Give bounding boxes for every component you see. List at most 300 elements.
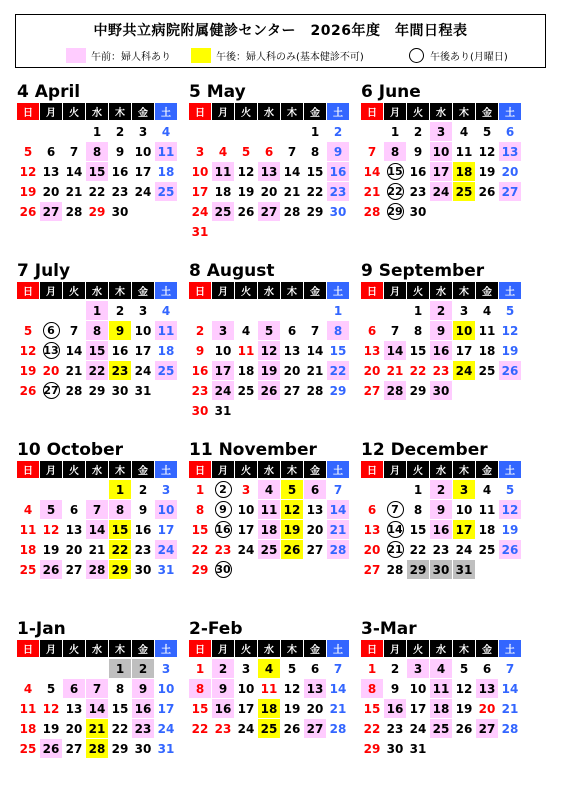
day-cell: 10 (155, 500, 178, 520)
day-cell: 13 (499, 142, 522, 162)
day-cell: 22 (304, 182, 327, 202)
yellow-swatch-icon (191, 48, 211, 63)
day-cell: 1 (407, 480, 430, 500)
weekday-label: 月 (384, 103, 407, 120)
month-block (361, 619, 523, 759)
month-title: 1-Jan (17, 619, 66, 639)
day-cell: 25 (258, 540, 281, 560)
empty-cell (40, 122, 63, 142)
weekday-label: 水 (258, 461, 281, 478)
day-cell: 27 (361, 381, 384, 401)
legend-morning-gynecology (66, 48, 171, 63)
weekday-header (189, 640, 351, 657)
empty-cell (17, 659, 40, 679)
day-cell: 16 (430, 341, 453, 361)
day-cell: 18 (476, 341, 499, 361)
day-cell: 26 (453, 719, 476, 739)
day-cell: 1 (189, 659, 212, 679)
day-cell: 15 (109, 699, 132, 719)
day-cell: 22 (189, 540, 212, 560)
day-cell: 13 (361, 341, 384, 361)
empty-cell (361, 301, 384, 321)
day-cell: 7 (361, 142, 384, 162)
day-cell: 6 (499, 122, 522, 142)
day-cell: 21 (304, 361, 327, 381)
day-cell: 29 (407, 560, 430, 580)
day-cell: 30 (109, 202, 132, 222)
day-cell: 20 (476, 699, 499, 719)
weekday-label: 日 (189, 461, 212, 478)
weekday-header (17, 461, 179, 478)
day-cell: 28 (327, 719, 350, 739)
day-cell: 9 (132, 500, 155, 520)
weekday-label: 水 (430, 640, 453, 657)
day-cell: 29 (304, 202, 327, 222)
month-title: 8 August (189, 261, 275, 281)
day-cell: 30 (132, 560, 155, 580)
weekday-label: 水 (86, 282, 109, 299)
day-cell: 30 (430, 560, 453, 580)
day-cell: 3 (189, 142, 212, 162)
day-cell: 24 (155, 719, 178, 739)
day-cell: 1 (86, 122, 109, 142)
empty-cell (384, 301, 407, 321)
day-cell: 12 (17, 341, 40, 361)
day-cell: 26 (281, 540, 304, 560)
day-cell: 13 (40, 341, 63, 361)
day-cell: 13 (304, 500, 327, 520)
day-cell: 28 (63, 202, 86, 222)
empty-cell (304, 301, 327, 321)
day-cell: 14 (384, 341, 407, 361)
weekday-label: 日 (189, 640, 212, 657)
weekday-label: 日 (17, 103, 40, 120)
empty-cell (235, 122, 258, 142)
weekday-label: 金 (304, 640, 327, 657)
day-cell: 7 (304, 321, 327, 341)
day-cell: 10 (235, 500, 258, 520)
day-cell: 28 (86, 739, 109, 759)
day-cell: 1 (407, 301, 430, 321)
day-cell: 2 (109, 301, 132, 321)
weekday-label: 月 (40, 461, 63, 478)
month-title: 11 November (189, 440, 317, 460)
day-cell: 17 (189, 182, 212, 202)
day-cell: 12 (499, 321, 522, 341)
day-cell: 26 (40, 739, 63, 759)
day-cell: 3 (155, 480, 178, 500)
day-cell: 23 (384, 719, 407, 739)
day-cell: 5 (476, 122, 499, 142)
weekday-label: 金 (476, 461, 499, 478)
empty-cell (189, 301, 212, 321)
empty-cell (258, 301, 281, 321)
day-cell: 20 (304, 520, 327, 540)
day-cell: 21 (86, 719, 109, 739)
day-cell: 16 (407, 162, 430, 182)
day-cell: 18 (258, 699, 281, 719)
day-cell: 29 (86, 202, 109, 222)
month-block (17, 619, 179, 759)
day-cell: 17 (212, 361, 235, 381)
weekday-label: 火 (63, 640, 86, 657)
weekday-label: 土 (155, 282, 178, 299)
day-cell: 4 (155, 122, 178, 142)
month-title: 5 May (189, 82, 246, 102)
day-cell: 3 (155, 659, 178, 679)
weekday-label: 土 (327, 640, 350, 657)
day-cell: 19 (476, 162, 499, 182)
month-title: 12 December (361, 440, 488, 460)
day-cell: 10 (189, 162, 212, 182)
day-cell: 12 (17, 162, 40, 182)
empty-cell (281, 122, 304, 142)
day-cell: 18 (430, 699, 453, 719)
day-cell: 1 (327, 301, 350, 321)
weekday-label: 火 (235, 640, 258, 657)
weekday-header (361, 103, 523, 120)
day-cell: 15 (361, 699, 384, 719)
day-cell: 1 (109, 659, 132, 679)
day-cell: 14 (86, 699, 109, 719)
day-cell: 22 (361, 719, 384, 739)
day-cell: 20 (361, 540, 384, 560)
day-cell: 16 (212, 520, 235, 540)
day-cell: 9 (384, 679, 407, 699)
day-cell: 4 (430, 659, 453, 679)
day-cell: 23 (430, 540, 453, 560)
day-cell: 15 (407, 341, 430, 361)
day-cell: 25 (235, 381, 258, 401)
day-cell: 28 (86, 560, 109, 580)
day-cell: 27 (258, 202, 281, 222)
day-cell: 11 (430, 679, 453, 699)
day-cell: 23 (109, 182, 132, 202)
day-cell: 18 (17, 719, 40, 739)
month-block (189, 82, 351, 242)
day-cell: 26 (499, 361, 522, 381)
day-cell: 25 (155, 182, 178, 202)
weekday-label: 木 (453, 103, 476, 120)
day-cell: 22 (109, 719, 132, 739)
day-cell: 25 (430, 719, 453, 739)
day-cell: 3 (453, 480, 476, 500)
day-cell: 22 (407, 540, 430, 560)
day-cell: 22 (189, 719, 212, 739)
day-cell: 5 (281, 659, 304, 679)
day-cell: 16 (109, 162, 132, 182)
day-cell: 31 (155, 739, 178, 759)
day-cell: 6 (281, 321, 304, 341)
day-cell: 19 (281, 699, 304, 719)
day-cell: 2 (407, 122, 430, 142)
calendar-header (15, 14, 546, 68)
weekday-label: 火 (235, 461, 258, 478)
day-cell: 28 (281, 202, 304, 222)
day-cell: 9 (109, 142, 132, 162)
day-cell: 7 (499, 659, 522, 679)
day-cell: 11 (258, 679, 281, 699)
day-cell: 9 (212, 500, 235, 520)
weekday-label: 日 (361, 103, 384, 120)
day-cell: 14 (327, 500, 350, 520)
weekday-label: 月 (40, 103, 63, 120)
day-cell: 4 (258, 480, 281, 500)
weekday-label: 日 (189, 282, 212, 299)
day-cell: 23 (132, 540, 155, 560)
day-cell: 12 (235, 162, 258, 182)
day-cell: 10 (430, 142, 453, 162)
day-cell: 13 (361, 520, 384, 540)
day-cell: 24 (212, 381, 235, 401)
day-cell: 25 (258, 719, 281, 739)
day-cell: 31 (155, 560, 178, 580)
day-cell: 2 (109, 122, 132, 142)
weekday-label: 水 (430, 461, 453, 478)
day-cell: 23 (430, 361, 453, 381)
weekday-label: 土 (327, 282, 350, 299)
day-cell: 31 (407, 739, 430, 759)
day-cell: 13 (258, 162, 281, 182)
empty-cell (17, 122, 40, 142)
day-cell: 15 (109, 520, 132, 540)
day-cell: 29 (384, 202, 407, 222)
day-cell: 8 (189, 500, 212, 520)
day-cell: 8 (86, 142, 109, 162)
day-cell: 12 (40, 699, 63, 719)
day-cell: 27 (476, 719, 499, 739)
day-cell: 11 (212, 162, 235, 182)
weekday-label: 火 (63, 282, 86, 299)
weekday-label: 月 (212, 461, 235, 478)
day-cell: 4 (212, 142, 235, 162)
day-cell: 27 (361, 560, 384, 580)
month-block (189, 261, 351, 421)
weekday-label: 木 (281, 640, 304, 657)
day-cell: 3 (407, 659, 430, 679)
month-title: 7 July (17, 261, 71, 281)
empty-cell (40, 480, 63, 500)
month-title: 9 September (361, 261, 485, 281)
day-cell: 28 (361, 202, 384, 222)
weekday-label: 日 (189, 103, 212, 120)
day-cell: 23 (132, 719, 155, 739)
day-cell: 8 (86, 321, 109, 341)
day-cell: 16 (109, 341, 132, 361)
day-cell: 30 (327, 202, 350, 222)
day-cell: 28 (384, 381, 407, 401)
weekday-label: 火 (63, 103, 86, 120)
day-cell: 5 (281, 480, 304, 500)
weekday-label: 日 (17, 282, 40, 299)
day-cell: 21 (86, 540, 109, 560)
day-cell: 21 (499, 699, 522, 719)
empty-cell (17, 301, 40, 321)
day-cell: 25 (17, 739, 40, 759)
day-cell: 28 (327, 540, 350, 560)
day-cell: 7 (281, 142, 304, 162)
day-cell: 1 (361, 659, 384, 679)
day-cell: 22 (384, 182, 407, 202)
legend-afternoon-monday (409, 48, 508, 63)
empty-cell (189, 122, 212, 142)
day-cell: 2 (189, 321, 212, 341)
day-cell: 6 (258, 142, 281, 162)
day-cell: 9 (407, 142, 430, 162)
day-cell: 13 (476, 679, 499, 699)
day-cell: 18 (155, 341, 178, 361)
empty-cell (212, 122, 235, 142)
month-block (17, 261, 179, 401)
day-cell: 14 (384, 520, 407, 540)
day-cell: 21 (384, 361, 407, 381)
day-cell: 26 (235, 202, 258, 222)
day-cell: 24 (430, 182, 453, 202)
day-cell: 12 (453, 679, 476, 699)
day-cell: 28 (63, 381, 86, 401)
day-cell: 5 (40, 679, 63, 699)
weekday-label: 日 (17, 461, 40, 478)
day-cell: 21 (384, 540, 407, 560)
day-cell: 19 (40, 540, 63, 560)
empty-cell (384, 480, 407, 500)
weekday-header (189, 461, 351, 478)
day-cell: 20 (281, 361, 304, 381)
day-cell: 8 (384, 142, 407, 162)
day-cell: 30 (189, 401, 212, 421)
day-cell: 24 (189, 202, 212, 222)
day-cell: 24 (155, 540, 178, 560)
day-cell: 2 (212, 659, 235, 679)
pink-swatch-icon (66, 48, 86, 63)
day-cell: 4 (476, 301, 499, 321)
day-cell: 4 (17, 679, 40, 699)
day-cell: 18 (258, 520, 281, 540)
weekday-label: 水 (258, 103, 281, 120)
month-block (189, 619, 351, 739)
day-cell: 24 (132, 182, 155, 202)
day-cell: 24 (235, 719, 258, 739)
weekday-label: 金 (304, 461, 327, 478)
day-cell: 18 (453, 162, 476, 182)
day-cell: 3 (235, 480, 258, 500)
day-cell: 24 (453, 361, 476, 381)
day-cell: 2 (430, 301, 453, 321)
day-cell: 20 (258, 182, 281, 202)
weekday-label: 日 (17, 640, 40, 657)
day-cell: 30 (384, 739, 407, 759)
day-cell: 18 (155, 162, 178, 182)
day-cell: 15 (327, 341, 350, 361)
day-cell: 29 (109, 739, 132, 759)
weekday-label: 土 (155, 461, 178, 478)
day-cell: 22 (86, 182, 109, 202)
weekday-label: 水 (258, 640, 281, 657)
day-cell: 21 (281, 182, 304, 202)
empty-cell (212, 301, 235, 321)
day-cell: 23 (212, 719, 235, 739)
day-cell: 10 (132, 142, 155, 162)
legend-label: 午後：婦人科のみ(基本健診不可) (216, 52, 364, 63)
day-cell: 9 (132, 679, 155, 699)
day-cell: 30 (212, 560, 235, 580)
day-cell: 21 (361, 182, 384, 202)
day-cell: 2 (132, 480, 155, 500)
day-cell: 5 (499, 301, 522, 321)
day-cell: 11 (17, 699, 40, 719)
weekday-label: 金 (132, 282, 155, 299)
empty-cell (86, 659, 109, 679)
day-cell: 3 (430, 122, 453, 142)
weekday-label: 月 (212, 640, 235, 657)
weekday-label: 土 (499, 640, 522, 657)
weekday-label: 水 (86, 103, 109, 120)
day-cell: 1 (384, 122, 407, 142)
weekday-label: 金 (304, 282, 327, 299)
day-cell: 19 (40, 719, 63, 739)
legend-label: 午前：婦人科あり (91, 52, 171, 63)
day-grid (17, 301, 179, 401)
day-cell: 16 (384, 699, 407, 719)
day-cell: 25 (212, 202, 235, 222)
day-cell: 22 (407, 361, 430, 381)
month-block (361, 261, 523, 401)
day-cell: 23 (109, 361, 132, 381)
weekday-label: 木 (109, 282, 132, 299)
day-cell: 22 (109, 540, 132, 560)
weekday-label: 木 (109, 103, 132, 120)
day-cell: 20 (499, 162, 522, 182)
day-cell: 27 (281, 381, 304, 401)
day-cell: 17 (155, 699, 178, 719)
weekday-label: 日 (361, 282, 384, 299)
day-cell: 11 (476, 321, 499, 341)
day-cell: 2 (430, 480, 453, 500)
month-title: 2-Feb (189, 619, 243, 639)
day-cell: 13 (63, 699, 86, 719)
weekday-label: 火 (235, 282, 258, 299)
weekday-label: 土 (499, 461, 522, 478)
day-cell: 25 (453, 182, 476, 202)
weekday-label: 土 (155, 640, 178, 657)
day-cell: 14 (86, 520, 109, 540)
weekday-label: 土 (499, 282, 522, 299)
day-cell: 16 (132, 520, 155, 540)
empty-cell (281, 301, 304, 321)
day-cell: 17 (132, 162, 155, 182)
weekday-label: 木 (453, 461, 476, 478)
day-cell: 5 (17, 142, 40, 162)
day-cell: 4 (235, 321, 258, 341)
day-cell: 6 (63, 500, 86, 520)
day-cell: 9 (212, 679, 235, 699)
weekday-label: 木 (453, 282, 476, 299)
day-cell: 8 (407, 500, 430, 520)
day-cell: 2 (327, 122, 350, 142)
empty-cell (63, 122, 86, 142)
day-cell: 17 (453, 520, 476, 540)
day-cell: 30 (132, 739, 155, 759)
day-cell: 5 (499, 480, 522, 500)
weekday-label: 火 (407, 282, 430, 299)
day-cell: 20 (304, 699, 327, 719)
day-cell: 20 (63, 719, 86, 739)
weekday-label: 金 (132, 103, 155, 120)
weekday-label: 火 (235, 103, 258, 120)
day-cell: 15 (304, 162, 327, 182)
day-cell: 29 (86, 381, 109, 401)
weekday-header (17, 640, 179, 657)
